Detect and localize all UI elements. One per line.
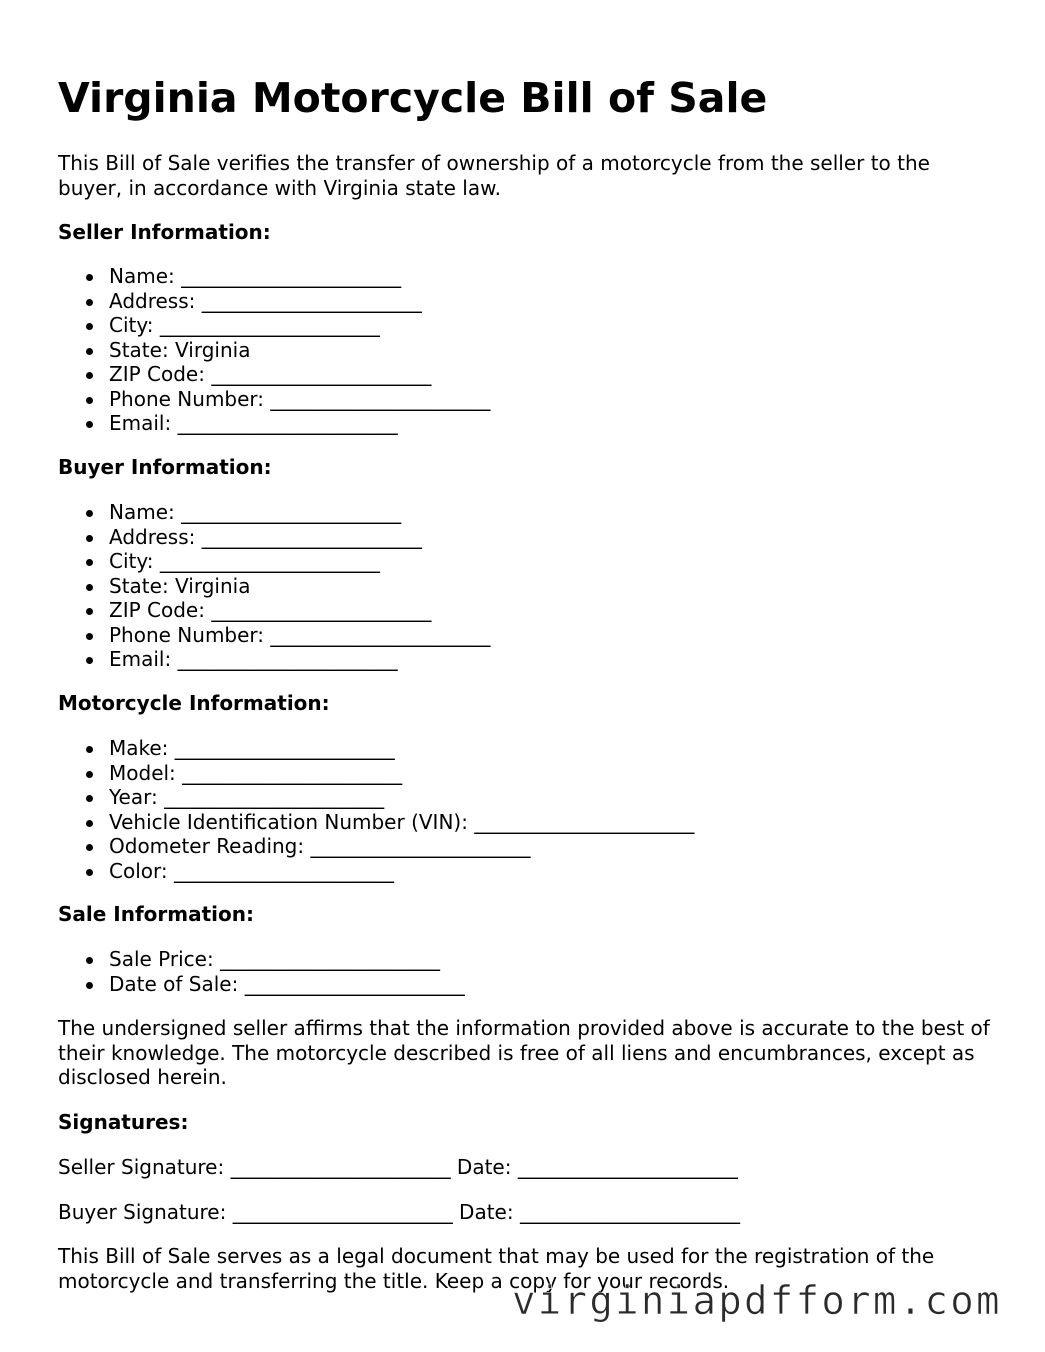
sale-fields-list — [58, 947, 465, 996]
buyer-name-field[interactable]: Name: ______________________ — [109, 500, 490, 525]
signatures-heading: Signatures: — [58, 1110, 189, 1134]
motorcycle-year-field[interactable]: Year: ______________________ — [109, 785, 694, 810]
seller-heading: Seller Information: — [58, 220, 271, 244]
seller-signature-line[interactable]: Seller Signature: ______________________ Date: ______________________ — [58, 1155, 738, 1179]
motorcycle-make-field[interactable]: Make: ______________________ — [109, 736, 694, 761]
document-title: Virginia Motorcycle Bill of Sale — [58, 74, 768, 122]
buyer-signature-line[interactable]: Buyer Signature: ______________________ Date: ______________________ — [58, 1200, 740, 1224]
buyer-phone-field[interactable]: Phone Number: ______________________ — [109, 622, 491, 647]
buyer-email-field[interactable]: Email: ______________________ — [109, 647, 490, 672]
closing-paragraph: This Bill of Sale serves as a legal document that may be used for the registration of the motorcycle and transferring the title. Keep a copy for your records. — [58, 1244, 935, 1293]
seller-address-field[interactable]: Address: ______________________ — [109, 289, 490, 314]
motorcycle-model-field[interactable]: Model: ______________________ — [109, 761, 694, 786]
buyer-heading: Buyer Information: — [58, 455, 272, 479]
buyer-fields-list — [58, 500, 490, 672]
motorcycle-odometer-field[interactable]: Odometer Reading: ______________________ — [109, 834, 694, 859]
watermark-text: virginiapdfform.com — [512, 1279, 1002, 1324]
seller-email-field[interactable]: Email: ______________________ — [109, 411, 490, 436]
sale-heading: Sale Information: — [58, 902, 254, 926]
seller-city-field[interactable]: City: ______________________ — [109, 313, 490, 338]
motorcycle-color-field[interactable]: Color: ______________________ — [109, 859, 694, 884]
seller-phone-field[interactable]: Phone Number: ______________________ — [109, 386, 491, 411]
seller-zip-field[interactable]: ZIP Code: ______________________ — [109, 362, 490, 387]
seller-fields-list — [58, 264, 490, 436]
buyer-state-field: State: Virginia — [109, 574, 490, 599]
seller-state-field: State: Virginia — [109, 338, 490, 363]
affirmation-paragraph: The undersigned seller affirms that the information provided above is accurate to the best of their knowledge. The motorcycle described is free of all liens and encumbrances, except as disclosed herein. — [58, 1016, 990, 1089]
sale-date-field[interactable]: Date of Sale: ______________________ — [109, 971, 465, 996]
intro-paragraph: This Bill of Sale verifies the transfer of ownership of a motorcycle from the seller to the buyer, in accordance with Virginia state law. — [58, 151, 930, 200]
motorcycle-fields-list — [58, 736, 694, 883]
seller-name-field[interactable]: Name: ______________________ — [109, 264, 490, 289]
buyer-city-field[interactable]: City: ______________________ — [109, 549, 490, 574]
motorcycle-heading: Motorcycle Information: — [58, 691, 330, 715]
buyer-zip-field[interactable]: ZIP Code: ______________________ — [109, 598, 490, 623]
sale-price-field[interactable]: Sale Price: ______________________ — [109, 947, 465, 972]
buyer-address-field[interactable]: Address: ______________________ — [109, 525, 490, 550]
motorcycle-vin-field[interactable]: Vehicle Identification Number (VIN): ______________________ — [109, 809, 695, 834]
